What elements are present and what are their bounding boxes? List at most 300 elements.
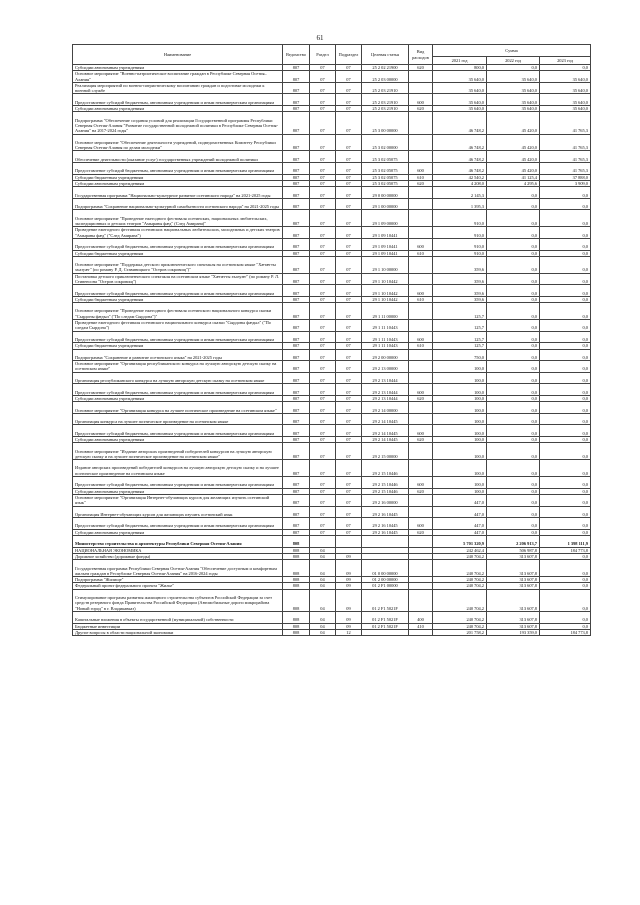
row-2022-amount-cell: 0,0 [487,425,540,437]
row-2021-amount-cell: 100,0 [433,372,487,384]
row-2022-amount-cell: 45 420,0 [487,134,540,151]
row-2022-amount-cell: 41 125,4 [487,174,540,180]
row-expense-type-cell [409,372,433,384]
row-podrazdel-cell: 07 [336,402,362,414]
row-expense-type-cell [409,536,433,548]
row-name-cell: Предоставление субсидий бюджетным, автономным учреждениям и иным некоммерческим организациям [73,384,283,396]
row-expense-type-cell: 620 [409,488,433,494]
table-row [73,94,591,106]
row-name-cell: НАЦИОНАЛЬНАЯ ЭКОНОМИКА [73,547,283,553]
row-target-article-cell: 29 2 14 10445 [362,437,409,443]
row-2021-amount-cell: 42 540,2 [433,174,487,180]
row-2023-amount-cell: 0,0 [540,303,591,320]
row-2023-amount-cell: 0,0 [540,384,591,396]
row-podrazdel-cell: 07 [336,320,362,332]
row-name-cell: Организация республиканского конкурса на лучшую авторскую детскую сказку на осетинском языке [73,372,283,384]
table-row [73,320,591,332]
table-row [73,361,591,373]
row-2022-amount-cell: 0,0 [487,488,540,494]
row-name-cell: Субсидии бюджетным учреждениям [73,343,283,349]
row-podrazdel-cell: 07 [336,413,362,425]
row-podrazdel-cell: 07 [336,82,362,94]
table-row [73,413,591,425]
row-vedomstvo-cell: 807 [283,210,310,227]
row-expense-type-cell: 400 [409,611,433,623]
row-vedomstvo-cell: 807 [283,331,310,343]
row-name-cell: Субсидии автономным учреждениям [73,395,283,401]
row-expense-type-cell: 600 [409,331,433,343]
row-name-cell: Основное мероприятие "Издание авторских произведений победителей конкурсов на лучшую авторскую детскую сказку и на лучшее поэтическое произведение на осетинском языке" [73,443,283,460]
row-target-article-cell: 29 1 10 10442 [362,285,409,297]
row-2021-amount-cell: 240 704,2 [433,589,487,611]
header-year-2022: 2022 год [487,57,540,65]
row-target-article-cell: 29 2 15 00000 [362,443,409,460]
row-2021-amount-cell: 46 748,2 [433,134,487,151]
row-podrazdel-cell: 09 [336,553,362,559]
row-2021-amount-cell: 240 704,2 [433,577,487,583]
row-name-cell: Основное мероприятие "Организация конкурса на лучшее поэтическое произведение на осетинском языке" [73,402,283,414]
row-vedomstvo-cell: 807 [283,106,310,112]
row-vedomstvo-cell: 807 [283,163,310,175]
row-vedomstvo-cell: 807 [283,71,310,83]
budget-table [72,44,591,636]
row-razdel-cell: 04 [310,623,336,629]
row-razdel-cell: 07 [310,112,336,134]
row-razdel-cell: 07 [310,506,336,518]
row-2023-amount-cell: 0,0 [540,395,591,401]
row-2023-amount-cell: 1 398 111,9 [540,536,591,548]
row-2022-amount-cell: 313 607,8 [487,553,540,559]
table-row [73,372,591,384]
row-expense-type-cell [409,303,433,320]
table-row [73,611,591,623]
row-razdel-cell: 04 [310,553,336,559]
row-2021-amount-cell: 240 704,2 [433,583,487,589]
row-2022-amount-cell: 0,0 [487,529,540,535]
row-expense-type-cell: 620 [409,437,433,443]
row-vedomstvo-cell: 807 [283,494,310,506]
row-podrazdel-cell: 07 [336,443,362,460]
row-podrazdel-cell: 07 [336,331,362,343]
row-2023-amount-cell: 0,0 [540,529,591,535]
row-name-cell: Предоставление субсидий бюджетным, автономным учреждениям и иным некоммерческим организациям [73,238,283,250]
row-vedomstvo-cell: 807 [283,320,310,332]
row-2022-amount-cell: 0,0 [487,477,540,489]
header-podrazdel: Подраздел [336,45,362,65]
header-year-2023: 2023 год [540,57,591,65]
row-expense-type-cell: 600 [409,425,433,437]
row-2021-amount-cell: 46 748,2 [433,151,487,163]
row-name-cell: Субсидии бюджетным учреждениям [73,174,283,180]
row-target-article-cell: 29 2 00 00000 [362,349,409,361]
table-row [73,187,591,199]
table-row [73,518,591,530]
row-2023-amount-cell: 0,0 [540,611,591,623]
row-podrazdel-cell: 07 [336,65,362,71]
row-vedomstvo-cell: 808 [283,536,310,548]
row-2023-amount-cell: 0,0 [540,256,591,273]
row-razdel-cell: 07 [310,413,336,425]
table-row [73,238,591,250]
row-podrazdel-cell: 07 [336,488,362,494]
row-2023-amount-cell: 0,0 [540,553,591,559]
row-vedomstvo-cell: 807 [283,238,310,250]
row-2021-amount-cell: 2 145,3 [433,187,487,199]
row-name-cell: Основное мероприятие "Обеспечение деятельности учреждений, подведомственных Комитету Республики Северная Осетия-Алания по делам молодежи" [73,134,283,151]
row-expense-type-cell [409,560,433,577]
table-row [73,477,591,489]
row-target-article-cell: 29 2 14 10445 [362,425,409,437]
row-name-cell: Подпрограмма "Сохранение национально-культурной самобытности осетинского народа" на 2021-2025 годы [73,198,283,210]
row-target-article-cell: 29 1 11 00000 [362,303,409,320]
row-podrazdel-cell: 07 [336,372,362,384]
table-row [73,494,591,506]
row-razdel-cell: 07 [310,320,336,332]
row-vedomstvo-cell: 807 [283,529,310,535]
row-name-cell: Субсидии автономным учреждениям [73,437,283,443]
row-podrazdel-cell: 07 [336,477,362,489]
row-name-cell: Реализация мероприятий по военно-патриотическому воспитанию граждан и подготовке молодежи к военной службе [73,82,283,94]
row-target-article-cell: 29 2 15 10446 [362,488,409,494]
row-2021-amount-cell: 750,0 [433,349,487,361]
row-2023-amount-cell: 35 640,0 [540,82,591,94]
row-2023-amount-cell: 0,0 [540,331,591,343]
row-2021-amount-cell: 100,0 [433,488,487,494]
row-vedomstvo-cell: 807 [283,425,310,437]
row-podrazdel-cell: 07 [336,238,362,250]
row-target-article-cell: 29 1 10 10442 [362,296,409,302]
row-vedomstvo-cell: 807 [283,413,310,425]
row-target-article-cell: 29 1 10 00000 [362,256,409,273]
row-2023-amount-cell: 0,0 [540,273,591,285]
row-target-article-cell [362,536,409,548]
row-2023-amount-cell: 0,0 [540,361,591,373]
row-2023-amount-cell: 0,0 [540,413,591,425]
table-row [73,589,591,611]
row-target-article-cell: 29 1 11 10443 [362,343,409,349]
row-expense-type-cell: 600 [409,163,433,175]
row-razdel-cell: 07 [310,163,336,175]
row-2021-amount-cell: 46 748,2 [433,112,487,134]
row-2021-amount-cell: 242 462,4 [433,547,487,553]
row-2022-amount-cell: 0,0 [487,384,540,396]
row-vedomstvo-cell: 807 [283,343,310,349]
row-vedomstvo-cell: 807 [283,437,310,443]
row-razdel-cell: 07 [310,518,336,530]
row-2021-amount-cell: 240 704,2 [433,611,487,623]
table-row [73,460,591,477]
row-2021-amount-cell: 359,6 [433,285,487,297]
row-2021-amount-cell: 359,6 [433,256,487,273]
row-vedomstvo-cell: 807 [283,488,310,494]
row-expense-type-cell [409,82,433,94]
row-2021-amount-cell: 359,6 [433,296,487,302]
row-name-cell: Основное мероприятие "Военно-патриотическое воспитание граждан в Республике Северная Осетия–Алания" [73,71,283,83]
row-2023-amount-cell: 0,0 [540,187,591,199]
row-podrazdel-cell: 09 [336,623,362,629]
row-name-cell: Предоставление субсидий бюджетным, автономным учреждениям и иным некоммерческим организациям [73,94,283,106]
row-podrazdel-cell: 09 [336,560,362,577]
row-name-cell: Проведение ежегодного фестиваля осетинских национальных любительских, молодежных и детских театров "Амыраны фæд" ("След Амирана") [73,227,283,239]
row-expense-type-cell: 600 [409,518,433,530]
row-2022-amount-cell: 0,0 [487,303,540,320]
row-target-article-cell: 29 2 13 10444 [362,384,409,396]
row-2023-amount-cell: 0,0 [540,460,591,477]
row-2021-amount-cell: 100,0 [433,402,487,414]
row-name-cell: Субсидии автономным учреждениям [73,488,283,494]
row-2022-amount-cell: 313 607,8 [487,611,540,623]
row-2023-amount-cell: 3 909,0 [540,180,591,186]
row-razdel-cell: 07 [310,361,336,373]
row-expense-type-cell: 610 [409,250,433,256]
row-name-cell: Субсидии бюджетным учреждениям [73,250,283,256]
row-target-article-cell: 01 2 00 00000 [362,577,409,583]
row-razdel-cell [310,536,336,548]
row-name-cell: Основное мероприятие "Поддержка детского приключенческого спектакля на осетинском языке "Хæтæгты хъазуæг" (по роману Р. Д. Ставиницкого "Остров сокровищ")" [73,256,283,273]
row-name-cell: Субсидии автономным учреждениям [73,180,283,186]
row-podrazdel-cell: 07 [336,174,362,180]
row-name-cell: Федеральный проект федерального проекта "Жилье" [73,583,283,589]
row-2022-amount-cell: 0,0 [487,238,540,250]
row-razdel-cell: 04 [310,547,336,553]
table-row [73,198,591,210]
row-razdel-cell: 07 [310,477,336,489]
row-2023-amount-cell: 0,0 [540,320,591,332]
header-vedomstvo: Ведомство [283,45,310,65]
row-podrazdel-cell: 07 [336,227,362,239]
row-name-cell: Предоставление субсидий бюджетным, автономным учреждениям и иным некоммерческим организациям [73,163,283,175]
row-razdel-cell: 07 [310,343,336,349]
row-vedomstvo-cell: 808 [283,623,310,629]
row-target-article-cell: 29 2 14 00000 [362,402,409,414]
row-podrazdel-cell: 07 [336,425,362,437]
table-row [73,349,591,361]
row-razdel-cell: 07 [310,296,336,302]
row-vedomstvo-cell: 807 [283,250,310,256]
row-podrazdel-cell: 09 [336,583,362,589]
row-2022-amount-cell: 45 420,0 [487,163,540,175]
row-vedomstvo-cell: 807 [283,361,310,373]
row-target-article-cell: 25 3 02 05075 [362,174,409,180]
row-2023-amount-cell: 0,0 [540,296,591,302]
row-podrazdel-cell: 12 [336,629,362,635]
row-2023-amount-cell: 0,0 [540,198,591,210]
row-2022-amount-cell: 0,0 [487,65,540,71]
row-vedomstvo-cell: 807 [283,151,310,163]
row-podrazdel-cell: 07 [336,296,362,302]
row-expense-type-cell [409,151,433,163]
row-2023-amount-cell: 41 765,3 [540,163,591,175]
row-podrazdel-cell: 07 [336,361,362,373]
row-razdel-cell: 07 [310,488,336,494]
row-2022-amount-cell: 0,0 [487,227,540,239]
row-2022-amount-cell: 2 206 913,7 [487,536,540,548]
row-2021-amount-cell: 1 395,3 [433,198,487,210]
row-podrazdel-cell: 07 [336,303,362,320]
row-target-article-cell: 25 3 02 05075 [362,163,409,175]
row-vedomstvo-cell: 807 [283,273,310,285]
header-name: Наименование [73,45,283,65]
row-podrazdel-cell: 07 [336,151,362,163]
row-expense-type-cell: 410 [409,623,433,629]
row-razdel-cell: 04 [310,589,336,611]
row-razdel-cell: 07 [310,174,336,180]
row-podrazdel-cell: 07 [336,180,362,186]
row-vedomstvo-cell: 807 [283,506,310,518]
row-razdel-cell: 07 [310,82,336,94]
row-vedomstvo-cell: 807 [283,180,310,186]
header-sum: Сумма [433,45,591,57]
header-year-2021: 2021 год [433,57,487,65]
row-target-article-cell: 29 1 00 00000 [362,198,409,210]
row-razdel-cell: 07 [310,106,336,112]
row-expense-type-cell [409,227,433,239]
row-expense-type-cell [409,112,433,134]
row-target-article-cell: 25 3 02 05075 [362,180,409,186]
row-name-cell: Дорожное хозяйство (дорожные фонды) [73,553,283,559]
row-2023-amount-cell: 0,0 [540,285,591,297]
row-2022-amount-cell: 45 420,0 [487,151,540,163]
table-row [73,134,591,151]
row-2021-amount-cell: 359,6 [433,273,487,285]
row-expense-type-cell: 600 [409,477,433,489]
row-2023-amount-cell: 0,0 [540,402,591,414]
row-2022-amount-cell: 4 295,6 [487,180,540,186]
row-name-cell: Предоставление субсидий бюджетным, автономным учреждениям и иным некоммерческим организациям [73,425,283,437]
row-2023-amount-cell: 0,0 [540,65,591,71]
row-2023-amount-cell: 41 765,3 [540,134,591,151]
row-razdel-cell: 07 [310,198,336,210]
row-target-article-cell: 29 1 10 10442 [362,273,409,285]
table-row [73,402,591,414]
row-target-article-cell: 01 2 F1 5021F [362,623,409,629]
row-2023-amount-cell: 0,0 [540,623,591,629]
row-razdel-cell: 07 [310,384,336,396]
row-podrazdel-cell: 09 [336,589,362,611]
row-target-article-cell [362,629,409,635]
row-vedomstvo-cell: 807 [283,134,310,151]
row-vedomstvo-cell: 807 [283,187,310,199]
row-2023-amount-cell: 0,0 [540,210,591,227]
row-name-cell: Субсидии автономным учреждениям [73,529,283,535]
row-target-article-cell: 25 2 03 21910 [362,106,409,112]
row-razdel-cell: 07 [310,210,336,227]
row-vedomstvo-cell: 807 [283,285,310,297]
row-2023-amount-cell: 0,0 [540,477,591,489]
row-name-cell: Министерство строительства и архитектуры Республики Северная Осетия-Алания [73,536,283,548]
row-expense-type-cell: 610 [409,343,433,349]
row-target-article-cell: 29 2 15 10446 [362,477,409,489]
row-podrazdel-cell: 07 [336,250,362,256]
header-expense-type: Вид расходов [409,45,433,65]
row-target-article-cell: 29 2 13 10444 [362,395,409,401]
row-2021-amount-cell: 800,0 [433,65,487,71]
row-name-cell: Проведение ежегодного фестиваля осетинского национального конкурса сказки "Сырдоны фæдыл" ("По следам Сырдона") [73,320,283,332]
row-expense-type-cell [409,320,433,332]
row-2023-amount-cell: 0,0 [540,443,591,460]
row-2021-amount-cell: 447,0 [433,529,487,535]
row-razdel-cell: 07 [310,151,336,163]
row-razdel-cell: 07 [310,331,336,343]
row-2023-amount-cell: 35 640,0 [540,106,591,112]
row-vedomstvo-cell: 807 [283,402,310,414]
row-2022-amount-cell: 35 640,0 [487,106,540,112]
row-razdel-cell: 04 [310,611,336,623]
row-2022-amount-cell: 0,0 [487,395,540,401]
row-expense-type-cell: 620 [409,65,433,71]
row-razdel-cell: 07 [310,134,336,151]
table-row [73,560,591,577]
row-2022-amount-cell: 313 607,8 [487,560,540,577]
row-podrazdel-cell: 07 [336,460,362,477]
row-podrazdel-cell: 07 [336,71,362,83]
row-razdel-cell: 07 [310,303,336,320]
row-expense-type-cell [409,273,433,285]
row-2023-amount-cell: 0,0 [540,494,591,506]
row-target-article-cell: 29 1 11 10443 [362,320,409,332]
row-razdel-cell: 07 [310,256,336,273]
row-expense-type-cell: 600 [409,238,433,250]
row-expense-type-cell [409,187,433,199]
row-target-article-cell: 29 2 15 10446 [362,460,409,477]
row-vedomstvo-cell: 807 [283,112,310,134]
row-vedomstvo-cell: 808 [283,553,310,559]
row-podrazdel-cell: 07 [336,529,362,535]
row-razdel-cell: 04 [310,629,336,635]
row-2022-amount-cell: 313 607,8 [487,623,540,629]
row-razdel-cell: 07 [310,180,336,186]
row-2023-amount-cell: 0,0 [540,343,591,349]
row-expense-type-cell [409,210,433,227]
row-name-cell: Постановка детского приключенческого спектакля на осетинском языке "Хæтæгты хъазуæг" (по роману Р. Л. Стивенсона "Остров сокровищ") [73,273,283,285]
row-razdel-cell: 07 [310,443,336,460]
row-vedomstvo-cell: 807 [283,384,310,396]
row-razdel-cell: 04 [310,583,336,589]
row-expense-type-cell: 620 [409,180,433,186]
row-name-cell: Обеспечение деятельности (оказание услуг) государственных учреждений молодежной политики [73,151,283,163]
row-podrazdel-cell: 07 [336,187,362,199]
row-name-cell: Предоставление субсидий бюджетным, автономным учреждениям и иным некоммерческим организациям [73,285,283,297]
row-target-article-cell: 25 3 00 00000 [362,112,409,134]
row-2023-amount-cell: 0,0 [540,437,591,443]
row-name-cell: Субсидии автономным учреждениям [73,65,283,71]
row-2022-amount-cell: 0,0 [487,372,540,384]
row-razdel-cell: 07 [310,250,336,256]
row-2021-amount-cell: 100,0 [433,425,487,437]
row-name-cell: Организация Интернет-обучающих курсов для желающих изучить осетинский язык [73,506,283,518]
row-vedomstvo-cell: 807 [283,372,310,384]
row-2021-amount-cell: 447,0 [433,518,487,530]
row-name-cell: Организация конкурса на лучшее поэтическое произведение на осетинском языке [73,413,283,425]
row-vedomstvo-cell: 807 [283,443,310,460]
row-podrazdel-cell: 07 [336,395,362,401]
row-podrazdel-cell: 07 [336,210,362,227]
table-row [73,163,591,175]
row-expense-type-cell [409,71,433,83]
row-name-cell: Предоставление субсидий бюджетным, автономным учреждениям и иным некоммерческим организациям [73,331,283,343]
row-expense-type-cell [409,413,433,425]
row-target-article-cell: 25 3 02 05075 [362,151,409,163]
row-podrazdel-cell: 07 [336,343,362,349]
row-podrazdel-cell [336,536,362,548]
row-2022-amount-cell: 35 640,0 [487,94,540,106]
row-target-article-cell: 25 2 02 21900 [362,65,409,71]
header-target-article: Целевая статья [362,45,409,65]
row-expense-type-cell: 610 [409,174,433,180]
row-2022-amount-cell: 0,0 [487,273,540,285]
row-2023-amount-cell: 0,0 [540,506,591,518]
table-body [73,65,591,636]
